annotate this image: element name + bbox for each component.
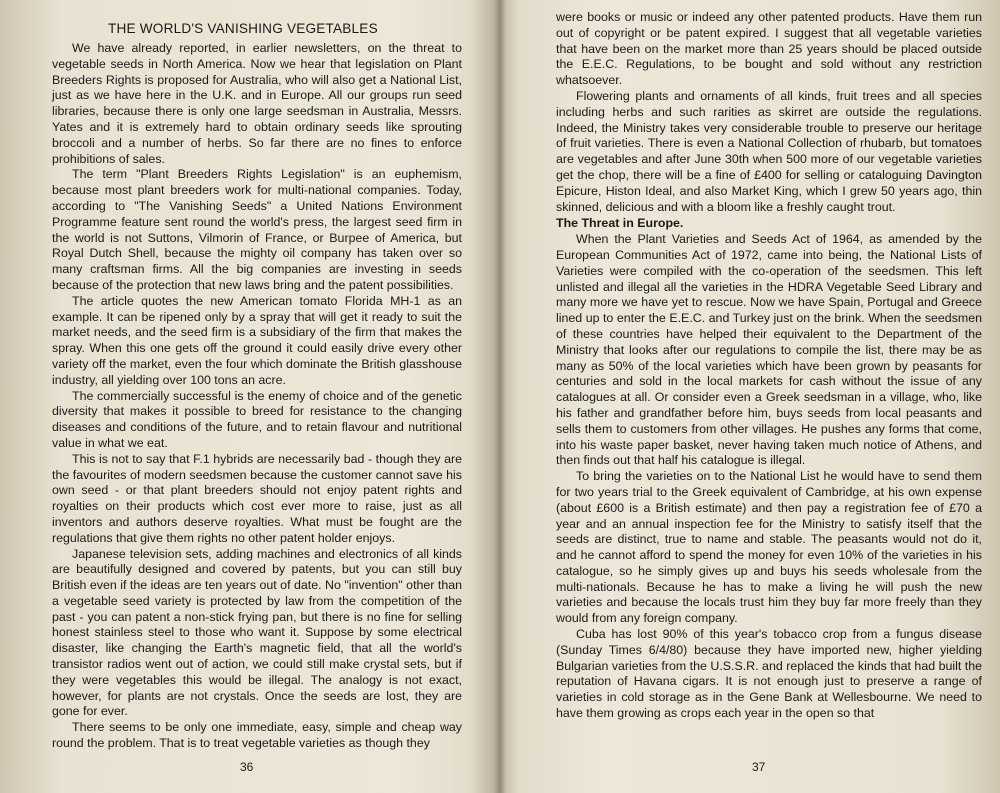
left-paragraph-4: The commercially successful is the enemy of choice and of the genetic diversity that makes it possible to breed for resistance to the changing diseases and conditions of the future, and to retain flavour and nutritional value in what we eat.: [52, 388, 462, 450]
right-page: [506, 0, 1000, 793]
left-paragraph-5: This is not to say that F.1 hybrids are necessarily bad - though they are the favourites of modern seedsmen because the customer cannot save his own seed - or that plant breeders should not enjoy patent rights and royalties on their products which cost ever more to raise, just as all inventors and authors deserve royalties. What must be fought are the regulations that give them rights no other patent holder enjoys.: [52, 451, 462, 545]
left-paragraph-6: Japanese television sets, adding machines and electronics of all kinds are beautifully designed and covered by patents, but you can still buy British even if the ideas are ten years out of date. No "invention" other than a vegetable seed variety is protected by law from the competition of the past - you can patent a non-stick frying pan, but there is no fine for selling honest stainless steel to those who want it. Suppose by some electrical disaster, like changing the Earth's magnetic field, that all the world's transistor radios went out of action, we could still make crystal sets, but if they were vegetables this would be illegal. The analogy is not exact, however, for plants are not crystals. Once the seeds are lost, they are gone for ever.: [52, 546, 462, 719]
left-paragraph-1: We have already reported, in earlier newsletters, on the threat to vegetable seeds in North America. Now we hear that legislation on Plant Breeders Rights is proposed for Australia, who will also get a National List, just as we have here in the U.K. and in Europe. All our groups run seed libraries, because there is only one large seedsman in Australia, Messrs. Yates and it is extremely hard to obtain ordinary seeds like sprouting broccoli and a number of herbs. So far there are no fines to enforce prohibitions of sales.: [52, 41, 462, 166]
page-number-left: 36: [240, 760, 254, 774]
left-paragraph-7: There seems to be only one immediate, easy, simple and cheap way round the problem. That is to treat vegetable varieties as though they: [52, 720, 462, 751]
right-paragraph-2: Flowering plants and ornaments of all kinds, fruit trees and all species including herbs and such rarities as skirret are outside the regulations. Indeed, the Ministry takes very considerable trouble to preserve our heritage of fruit varieties. There is even a National Collection of rhubarb, but tomatoes are vegetables and after June 30th when 500 more of our vegetable varieties get the chop, there will be a fine of £400 for selling or cataloguing Davington Epicure, Histon Ideal, and also Market King, which I grew 50 years ago, thin skinned, delicious and with a bloom like a freshly caught trout.: [556, 88, 982, 214]
left-page: [0, 0, 494, 793]
page-number-right: 37: [752, 760, 766, 774]
left-paragraph-2: The term "Plant Breeders Rights Legislation" is an euphemism, because most plant breeders work for multi-national companies. Today, according to "The Vanishing Seeds" a United Nations Environment Programme feature sent round the world's press, the largest seed firm in the world is not Suttons, Vilmorin of France, or Burpee of America, but Royal Dutch Shell, because the mighty oil company has taken over so many craftsman firms. All the big companies are investing in seeds because of the protection that new laws bring and the patent possibilities.: [52, 167, 462, 292]
section-heading: The Threat in Europe.: [556, 216, 684, 231]
right-paragraph-3: When the Plant Varieties and Seeds Act of 1964, as amended by the European Communities Act of 1972, came into being, the National Lists of Varieties were compiled with the co-operation of the seedsmen. This left unlisted and illegal all the varieties in the HDRA Vegetable Seed Library and many more we have yet to rescue. Now we have Spain, Portugal and Greece lined up to enter the E.E.C. and Turkey just on the brink. When the seedsmen of these countries have helped their equivalent to the Department of the Ministry that looks after our regulations to compile the list, there may be as many as 50% of the local varieties which have been grown by peasants for centuries and sold in the local markets for cash without the issue of any catalogues at all. Or consider even a Greek seedsman in a village, who, like his father and grandfather before him, buys seeds from local peasants and sells them to customers from other villages. He pushes any forms that come, into his waste paper basket, never having taken much notice of Athens, and then finds out that half his catalogue is illegal.: [556, 232, 982, 468]
right-paragraph-1: were books or music or indeed any other patented products. Have them run out of copyright or be patent expired. I suggest that all vegetable varieties that have been on the market more than 25 years should be placed outside the E.E.C. Regulations, to be bought and sold without any restriction whatsoever.: [556, 10, 982, 88]
right-paragraph-5: Cuba has lost 90% of this year's tobacco crop from a fungus disease (Sunday Times 6/4/80) because they have imported new, higher yielding Bulgarian varieties from the U.S.S.R. and replaced the kinds that had built the reputation of Havana cigars. It is not enough just to preserve a range of varieties in cold storage as in the Gene Bank at Wellesbourne. We need to have them growing as crops each year in the open so that: [556, 627, 982, 721]
right-paragraph-4: To bring the varieties on to the National List he would have to send them for two years trial to the Greek equivalent of Cambridge, at his own expense (about £600 is a British estimate) and then pay a registration fee of £70 a year and an annual inspection fee for the Ministry to satisfy itself that the seeds are distinct, true to name and stable. The peasants would not do it, and he cannot afford to spend the money for even 10% of the varieties in his catalogue, so he simply gives up and buys his seeds wholesale from the multi-nationals. Because he has to make a living he will push the new varieties and because the locals trust him they buy far more freely than they would from any foreign company.: [556, 469, 982, 626]
book-spine: [494, 0, 506, 793]
article-title: THE WORLD'S VANISHING VEGETABLES: [108, 21, 378, 36]
left-paragraph-3: The article quotes the new American tomato Florida MH-1 as an example. It can be ripened only by a spray that will get it ready to suit the market needs, and the seed firm is a subsidiary of the firm that makes the spray. When this one gets off the ground it could easily drive every other variety off the market, even the four which dominate the British glasshouse industry, all yielding over 100 tons an acre.: [52, 293, 462, 387]
